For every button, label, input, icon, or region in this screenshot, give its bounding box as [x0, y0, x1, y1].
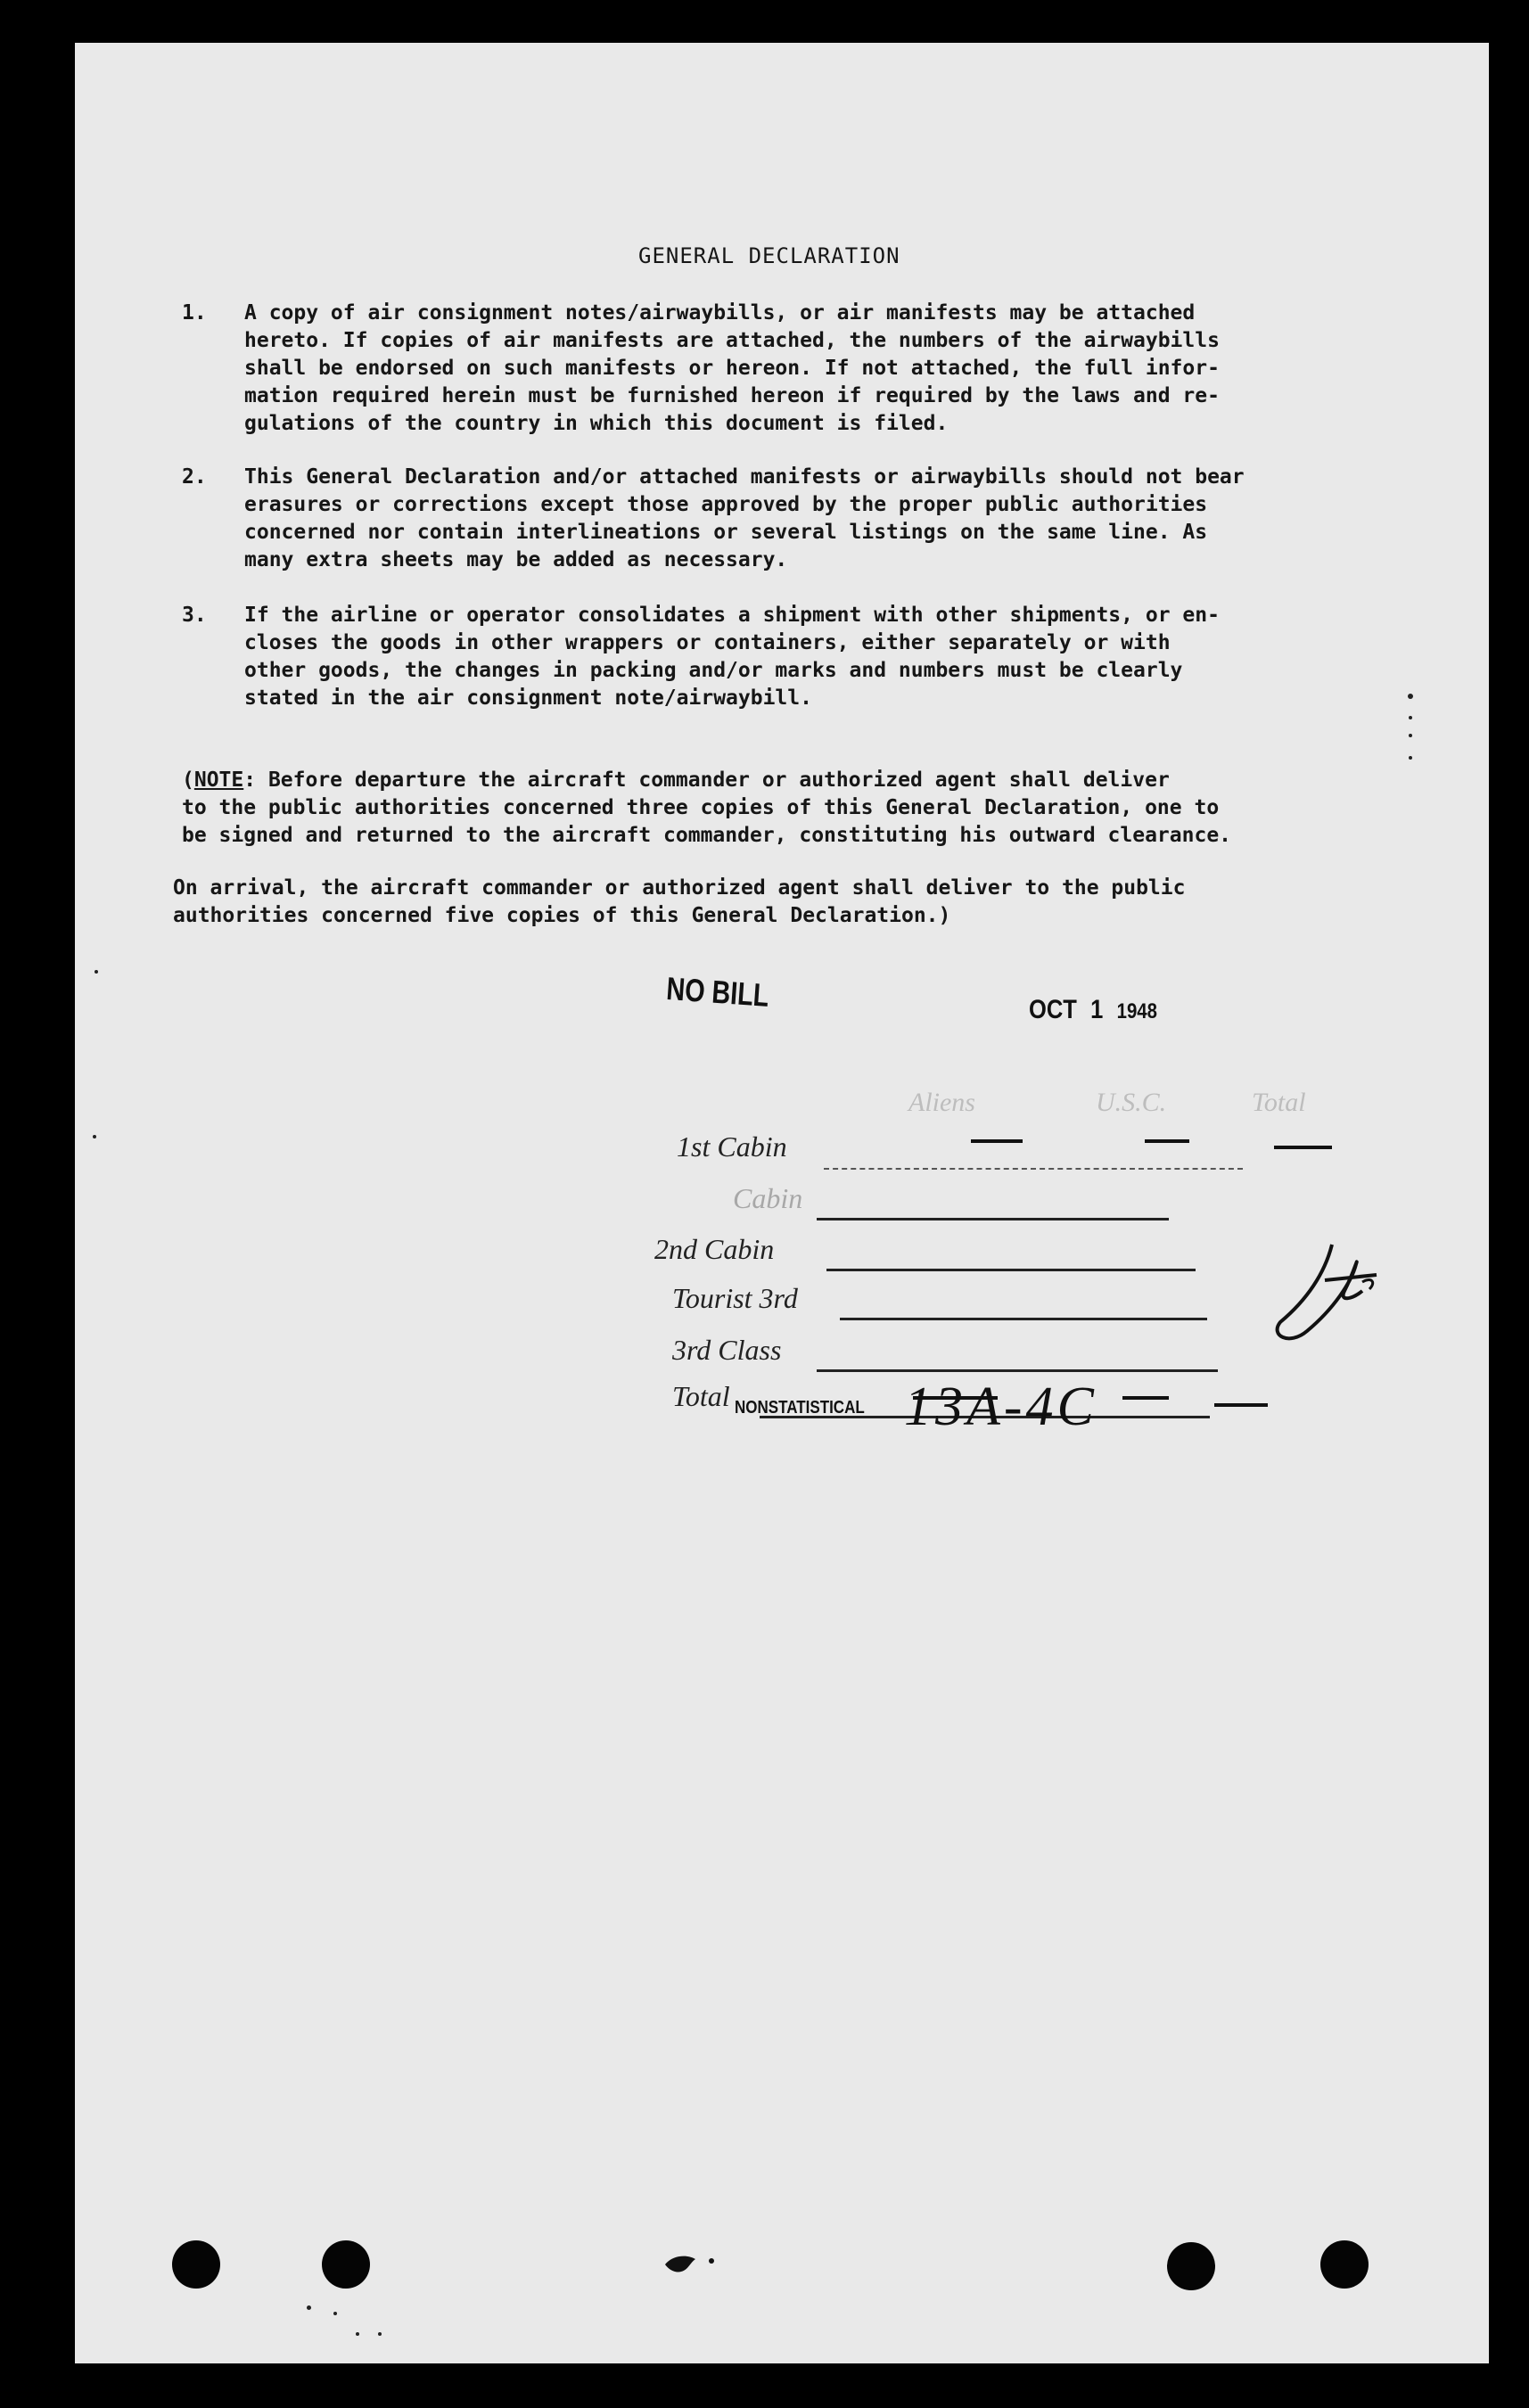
row-label-tourist-3rd: Tourist 3rd	[672, 1282, 798, 1314]
margin-speck	[356, 2332, 359, 2336]
row-line	[817, 1218, 1169, 1220]
column-header-total: Total	[1252, 1088, 1306, 1117]
margin-speck	[307, 2305, 311, 2310]
date-day: 1	[1090, 995, 1104, 1024]
item-line: concerned nor contain interlineations or several listings on the same line. As	[244, 521, 1208, 544]
item-line: A copy of air consignment notes/airwaybills, or air manifests may be attached	[244, 301, 1196, 325]
no-bill-stamp: NO BILL	[665, 970, 770, 1014]
row-line	[840, 1318, 1207, 1320]
row-line	[824, 1168, 1243, 1170]
punch-hole-icon	[172, 2240, 220, 2289]
item-number: 1.	[182, 301, 207, 325]
row-label-cabin: Cabin	[733, 1182, 803, 1214]
margin-speck	[93, 1135, 96, 1138]
usc-dash	[1145, 1139, 1189, 1143]
row-label-total: Total	[672, 1380, 730, 1412]
item-line: stated in the air consignment note/airwaybill.	[244, 686, 812, 710]
arrival-note	[173, 875, 1421, 930]
column-header-aliens: Aliens	[908, 1088, 975, 1117]
row-line	[826, 1269, 1196, 1271]
date-month: OCT	[1029, 995, 1077, 1024]
handwritten-code: 13A-4C	[904, 1377, 1097, 1437]
note-first-line	[182, 767, 1421, 794]
punch-hole-icon	[1167, 2242, 1215, 2290]
date-year: 1948	[1116, 999, 1157, 1023]
total-dash	[1274, 1146, 1332, 1149]
note-line: be signed and returned to the aircraft commander, constituting his outward clearance.	[182, 824, 1232, 847]
aliens-dash	[971, 1139, 1023, 1143]
item-line: If the airline or operator consolidates a shipment with other shipments, or en-	[244, 604, 1220, 627]
date-stamp	[1029, 995, 1157, 1025]
column-header-usc: U.S.C.	[1096, 1088, 1167, 1117]
note-first-line-rest: : Before departure the aircraft commander or authorized agent shall deliver	[243, 768, 1170, 792]
margin-speck	[1409, 716, 1412, 719]
item-line: This General Declaration and/or attached manifests or airwaybills should not bear	[244, 465, 1245, 489]
margin-speck	[1408, 694, 1413, 699]
item-line: gulations of the country in which this document is filed.	[244, 412, 949, 435]
document-title: GENERAL DECLARATION	[638, 243, 900, 268]
item-number: 2.	[182, 465, 207, 489]
departure-note	[182, 767, 1421, 850]
declaration-item-3	[182, 602, 1430, 712]
document-page	[75, 43, 1489, 2363]
item-line: closes the goods in other wrappers or containers, either separately or with	[244, 631, 1171, 654]
margin-speck	[378, 2332, 382, 2336]
total-usc-dash	[1122, 1396, 1169, 1400]
item-line: hereto. If copies of air manifests are attached, the numbers of the airwaybills	[244, 329, 1220, 352]
declaration-item-2	[182, 464, 1430, 574]
margin-speck	[333, 2312, 337, 2315]
ink-blot-icon	[663, 2250, 717, 2277]
item-line: mation required herein must be furnished hereon if required by the laws and re-	[244, 384, 1220, 407]
item-line: shall be endorsed on such manifests or hereon. If not attached, the full infor-	[244, 357, 1220, 380]
arrival-line: authorities concerned five copies of this General Declaration.)	[173, 904, 951, 927]
punch-hole-icon	[1320, 2240, 1369, 2289]
margin-speck	[1409, 756, 1412, 760]
margin-speck	[1409, 734, 1412, 737]
item-text	[244, 602, 1418, 712]
row-label-2nd-cabin: 2nd Cabin	[654, 1233, 775, 1265]
item-number: 3.	[182, 604, 207, 627]
row-label-3rd-class: 3rd Class	[672, 1334, 782, 1366]
declaration-item-1	[182, 300, 1430, 438]
item-line: erasures or corrections except those approved by the proper public authorities	[244, 493, 1208, 516]
row-label-1st-cabin: 1st Cabin	[677, 1130, 787, 1163]
margin-speck	[95, 970, 98, 974]
item-line: other goods, the changes in packing and/or marks and numbers must be clearly	[244, 659, 1183, 682]
item-text	[244, 464, 1418, 574]
item-line: many extra sheets may be added as necessary.	[244, 548, 788, 571]
note-line: to the public authorities concerned three copies of this General Declaration, one to	[182, 796, 1220, 819]
note-open-paren: (	[182, 768, 194, 792]
arrival-line: On arrival, the aircraft commander or authorized agent shall deliver to the public	[173, 876, 1186, 900]
nonstatistical-stamp: NONSTATISTICAL	[735, 1398, 865, 1418]
item-text	[244, 300, 1418, 438]
punch-hole-icon	[322, 2240, 370, 2289]
row-line	[817, 1369, 1218, 1372]
note-label: NOTE	[193, 768, 244, 792]
initials-signature-icon	[1271, 1237, 1387, 1362]
total-total-dash	[1214, 1403, 1268, 1407]
